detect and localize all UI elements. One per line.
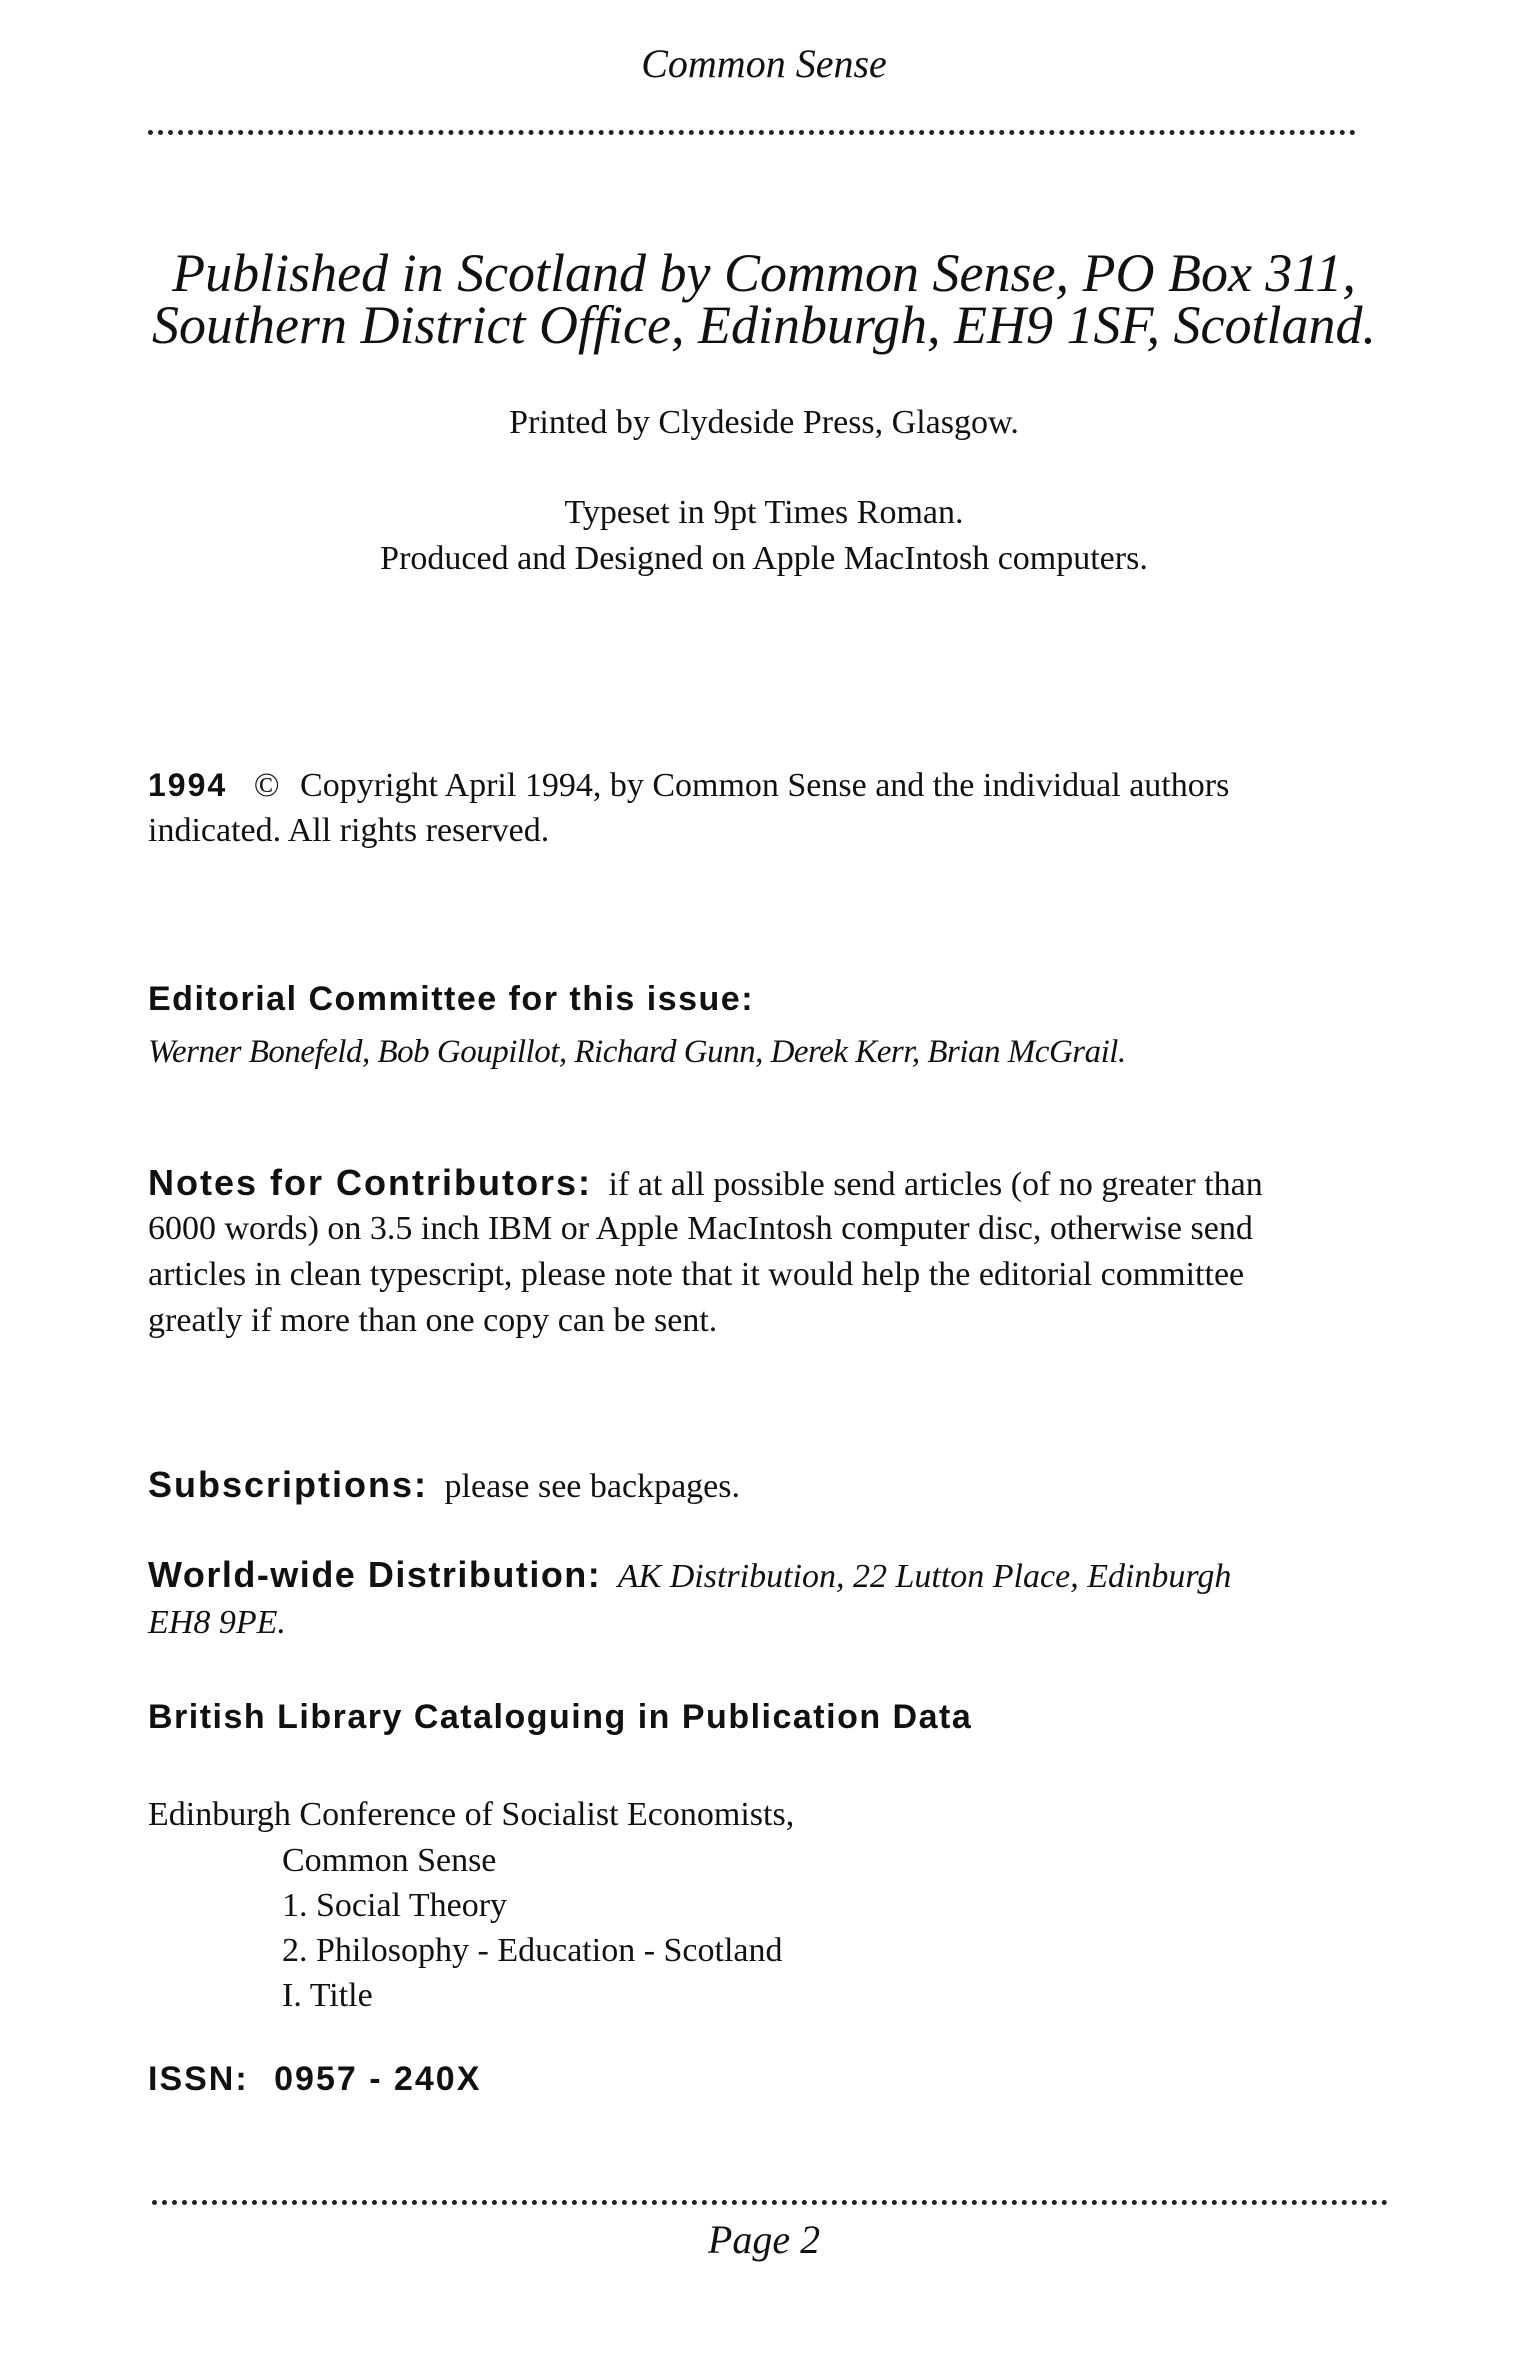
distribution-address-2: EH8 9PE. — [148, 1604, 286, 1641]
subscriptions-heading: Subscriptions: — [148, 1464, 429, 1505]
issn-value: 0957 - 240X — [274, 2060, 482, 2098]
contributors-text-1: if at all possible send articles (of no greater than — [608, 1166, 1263, 1203]
copyright-line-2: indicated. All rights reserved. — [148, 812, 550, 849]
distribution-heading: World-wide Distribution: — [148, 1554, 602, 1595]
copyright-text: Copyright April 1994, by Common Sense and the individual authors — [300, 767, 1230, 804]
typeset-info: Typeset in 9pt Times Roman. — [564, 494, 964, 531]
editorial-heading: Editorial Committee for this issue: — [148, 980, 755, 1018]
printed-by: Printed by Clydeside Press, Glasgow. — [509, 404, 1019, 441]
publisher-line-1: Published in Scotland by Common Sense, PO Box 311, — [172, 243, 1356, 303]
contributors-line-1 — [148, 1160, 1388, 1208]
produced-info: Produced and Designed on Apple MacIntosh computers. — [380, 540, 1148, 577]
contributors-heading: Notes for Contributors: — [148, 1162, 592, 1203]
cataloguing-item: 2. Philosophy - Education - Scotland — [282, 1932, 783, 1969]
page-number: Page 2 — [707, 2217, 821, 2262]
footer-divider — [152, 2200, 1388, 2205]
issn-label: ISSN: — [148, 2060, 249, 2098]
header-divider — [148, 130, 1356, 135]
subscriptions-line — [148, 1462, 740, 1510]
distribution-address-1: AK Distribution, 22 Lutton Place, Edinburgh — [617, 1558, 1232, 1595]
copyright-line-1 — [148, 762, 1388, 809]
running-title: Common Sense — [641, 41, 887, 86]
editorial-names: Werner Bonefeld, Bob Goupillot, Richard Gunn, Derek Kerr, Brian McGrail. — [148, 1034, 1126, 1070]
distribution-line-1 — [148, 1552, 1231, 1600]
cataloguing-entry: Edinburgh Conference of Socialist Economists, — [148, 1796, 795, 1833]
contributors-line-2: 6000 words) on 3.5 inch IBM or Apple MacIntosh computer disc, otherwise send — [148, 1210, 1253, 1247]
issn-line — [148, 2060, 481, 2099]
cataloguing-item: 1. Social Theory — [282, 1887, 508, 1924]
contributors-line-3: articles in clean typescript, please note that it would help the editorial committee — [148, 1256, 1245, 1293]
contributors-line-4: greatly if more than one copy can be sent. — [148, 1302, 718, 1339]
cataloguing-item: Common Sense — [282, 1842, 497, 1879]
copyright-symbol: © — [253, 767, 280, 804]
subscriptions-text: please see backpages. — [444, 1468, 740, 1505]
publisher-line-2: Southern District Office, Edinburgh, EH9 1SF, Scotland. — [152, 295, 1376, 355]
cataloguing-heading: British Library Cataloguing in Publication Data — [148, 1698, 973, 1736]
copyright-year: 1994 — [148, 767, 228, 803]
cataloguing-item: I. Title — [282, 1977, 373, 2014]
